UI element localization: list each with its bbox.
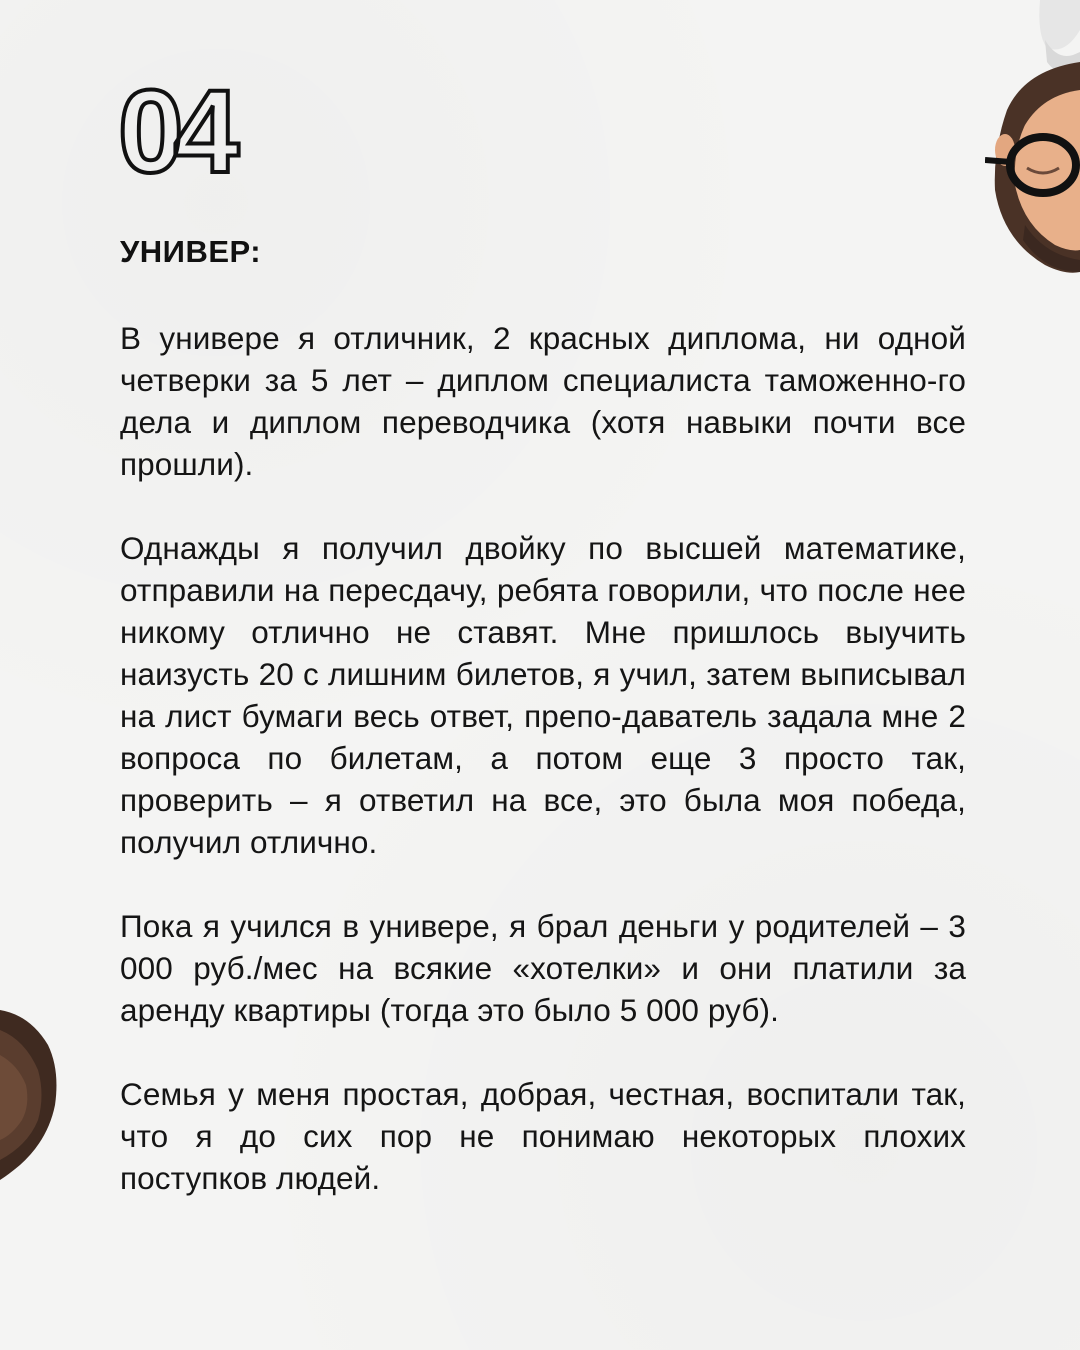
slide-number-text: 04 [118, 66, 230, 194]
paragraph-3: Пока я учился в универе, я брал деньги у родителей – 3 000 руб./мес на всякие «хотелки» и они платили за аренду квартиры (тогда это было 5 000 руб). [120, 908, 966, 1028]
paragraph-4: Семья у меня простая, добрая, честная, воспитали так, что я до сих пор не понимаю некоторых плохих поступков людей. [120, 1076, 966, 1196]
paragraph-1: В универе я отличник, 2 красных диплома, ни одной четверки за 5 лет – диплом специалиста таможенно-го дела и диплом переводчика (хотя навыки почти все прошли). [120, 320, 966, 482]
section-title: УНИВЕР: [120, 234, 262, 269]
memoji-face-icon [985, 0, 1080, 285]
memoji-hair-icon [0, 1000, 60, 1185]
body-text [120, 317, 966, 1241]
slide-number [118, 64, 308, 194]
paragraph-2: Однажды я получил двойку по высшей математике, отправили на пересдачу, ребята говорили, что после нее никому отлично не ставят. Мне пришлось выучить наизусть 20 с лишним билетов, я учил, затем выписывал на лист бумаги весь ответ, препо-даватель задала мне 2 вопроса по билетам, а потом еще 3 просто так, проверить – я ответил на все, это была моя победа, получил отлично. [120, 530, 966, 860]
